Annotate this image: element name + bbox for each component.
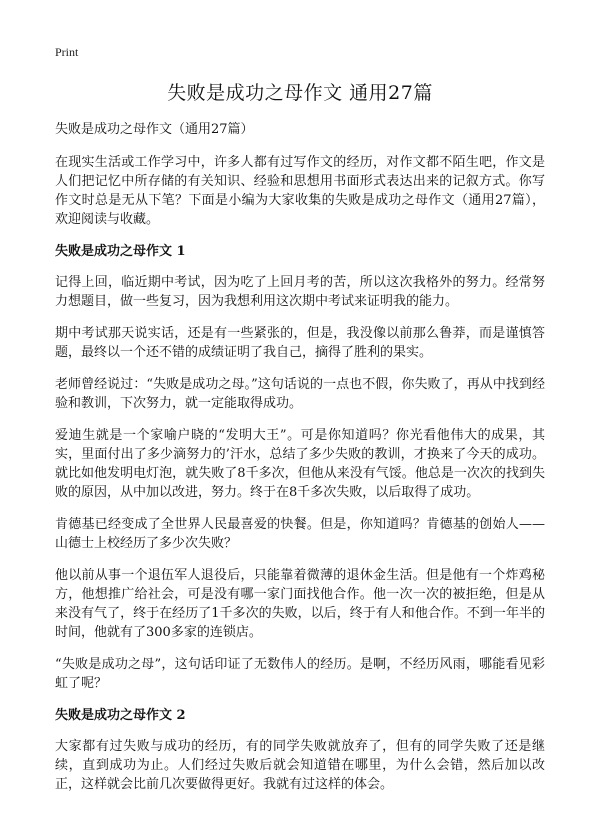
- intro-paragraph: 在现实生活或工作学习中，许多人都有过写作文的经历，对作文都不陌生吧，作文是人们把记忆中所存储的有关知识、经验和思想用书面形式表达出来的记叙方式。你写作文时总是无从下笔？下面是小编为大家收集的失败是成功之母作文（通用27篇），欢迎阅读与收藏。: [55, 155, 545, 227]
- paragraph: 期中考试那天说实话，还是有一些紧张的，但是，我没像以前那么鲁莽，而是谨慎答题，最终以一个还不错的成绩证明了我自己，摘得了胜利的果实。: [55, 326, 545, 360]
- paragraph: 记得上回，临近期中考试，因为吃了上回月考的苦，所以这次我格外的努力。经常努力想题目，做一些复习，因为我想利用这次期中考试来证明我的能力。: [55, 275, 545, 309]
- section-heading-1: 失败是成功之母作文 1: [55, 244, 186, 259]
- page-title: 失败是成功之母作文 通用27篇: [167, 82, 433, 104]
- paragraph: 老师曾经说过：“失败是成功之母。”这句话说的一点也不假，你失败了，再从中找到经验和教训，下次努力，就一定能取得成功。: [55, 377, 545, 411]
- paragraph: 爱迪生就是一个家喻户晓的“发明大王”。可是你知道吗？你光看他伟大的成果，其实，里面付出了多少滴努力的’汗水，总结了多少失败的教训，才换来了今天的成功。就比如他发明电灯泡，就失败了8千多次，但他从来没有气馁。他总是一次次的找到失败的原因，从中加以改进，努力。终于在8千多次失败，以后取得了成功。: [55, 428, 545, 500]
- print-label: Print: [55, 45, 79, 59]
- document-body: [55, 120, 545, 807]
- paragraph: 肯德基已经变成了全世界人民最喜爱的快餐。但是，你知道吗？肯德基的创始人——山德士上校经历了多少次失败？: [55, 517, 545, 551]
- section-heading-2: 失败是成功之母作文 2: [55, 708, 186, 723]
- paragraph: 他以前从事一个退伍军人退役后，只能靠着微薄的退休金生活。但是他有一个炸鸡秘方，他想推广给社会，可是没有哪一家门面找他合作。他一次一次的被拒绝，但是从来没有气了，终于在经历了1千多次的失败，以后，终于有人和他合作。不到一年半的时间，他就有了300多家的连锁店。: [55, 568, 545, 640]
- paragraph: 大家都有过失败与成功的经历，有的同学失败就放弃了，但有的同学失败了还是继续，直到成功为止。人们经过失败后就会知道错在哪里，为什么会错，然后加以改正，这样就会比前几次要做得更好。我就有过这样的体会。: [55, 739, 545, 792]
- paragraph: “失败是成功之母”，这句话印证了无数伟人的经历。是啊，不经历风雨，哪能看见彩虹了呢？: [55, 657, 545, 691]
- document-subtitle: 失败是成功之母作文（通用27篇）: [55, 122, 254, 137]
